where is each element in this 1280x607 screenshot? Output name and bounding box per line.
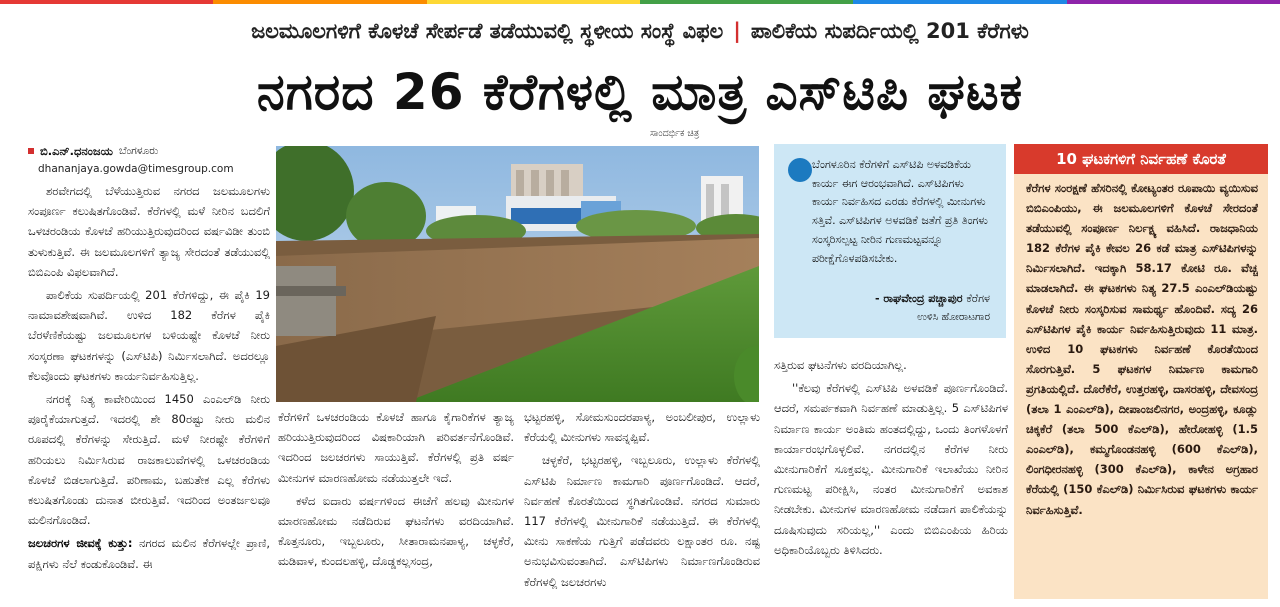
- rule-segment: [427, 0, 640, 4]
- headline: ನಗರದ 26 ಕೆರೆಗಳಲ್ಲಿ ಮಾತ್ರ ಎಸ್‌ಟಿಪಿ ಘಟಕ: [256, 62, 1024, 121]
- paragraph: ಚಳ್ಳಕೆರೆ, ಭಟ್ಟರಹಳ್ಳಿ, ಇಬ್ಬಲೂರು, ಉಲ್ಲಾಳು ಕೆರೆಗಳಲ್ಲಿ ಎಸ್‌ಟಿಪಿ ನಿರ್ಮಾಣ ಕಾಮಗಾರಿ ಪೂರ್ಣಗೊಂಡಿದೆ. ಆದರೆ, ನಿರ್ವಹಣೆ ಕೊರತೆಯಿಂದ ಸ್ಥಗಿತಗೊಂಡಿವೆ. ನಗರದ ಸುಮಾರು 117 ಕೆರೆಗಳಲ್ಲಿ ಮೀನುಗಾರಿಕೆ ನಡೆಯುತ್ತಿದೆ. ಈ ಕೆರೆಗಳಲ್ಲಿ ಮೀನು ಸಾಕಣೆಯ ಗುತ್ತಿಗೆ ಪಡೆದವರು ಲಕ್ಷಾಂತರ ರೂ. ನಷ್ಟ ಅನುಭವಿಸುವಂತಾಗಿದೆ. ಎಸ್‌ಟಿಪಿಗಳು ನಿರ್ಮಾಣಗೊಂಡಿರುವ ಕೆರೆಗಳಲ್ಲಿ ಜಲಚರಗಳು: [524, 453, 760, 589]
- kicker-right: ಪಾಲಿಕೆಯ ಸುಪರ್ದಿಯಲ್ಲಿ 201 ಕೆರೆಗಳು: [750, 18, 1029, 43]
- paragraph: ಪಾಲಿಕೆಯ ಸುಪರ್ದಿಯಲ್ಲಿ 201 ಕೆರೆಗಳಿದ್ದು, ಈ ಪೈಕಿ 19 ನಾಮಾವಶೇಷವಾಗಿವೆ. ಉಳಿದ 182 ಕೆರೆಗಳ ಪೈಕಿ ಬೆರಳೆಣಿಕೆಯಷ್ಟು ಜಲಮೂಲಗಳ ಬಳಿಯಷ್ಟೇ ಕೊಳಚೆ ನೀರು ಸಂಸ್ಕರಣಾ ಘಟಕಗಳನ್ನು (ಎಸ್‌ಟಿಪಿ) ನಿರ್ಮಿಸಲಾಗಿದೆ. ಅದರಲ್ಲೂ ಕೆಲವೊಂದು ಘಟಕಗಳು ಕಾರ್ಯನಿರ್ವಹಿಸುತ್ತಿಲ್ಲ.: [28, 288, 270, 383]
- lake-photo: [276, 146, 759, 402]
- sidebar-box: [1014, 144, 1268, 599]
- article-column-4: [774, 355, 1008, 605]
- byline-email[interactable]: dhananjaya.gowda@timesgroup.com: [38, 163, 234, 175]
- paragraph-text: ನಗರದ ಮಲಿನ ಕೆರೆಗಳಲ್ಲೇ ಪ್ರಾಣಿ, ಪಕ್ಷಿಗಳು ನೆಲೆ ಕಂಡುಕೊಂಡಿವೆ. ಈ: [28, 536, 270, 571]
- photo-credit: ಸಾಂದರ್ಭಿಕ ಚಿತ್ರ: [650, 128, 700, 139]
- sidebar-title: 10 ಘಟಕಗಳಿಗೆ ನಿರ್ವಹಣೆ ಕೊರತೆ: [1014, 144, 1268, 174]
- paragraph: ಭಟ್ಟರಹಳ್ಳಿ, ಸೋಮಸುಂದರಪಾಳ್ಯ, ಅಂಬಲೀಪುರ, ಉಲ್ಲಾಳು ಕೆರೆಯಲ್ಲಿ ಮೀನುಗಳು ಸಾವನ್ನಪ್ಪಿವೆ.: [524, 410, 760, 445]
- paragraph: ಕೆರೆಗಳಿಗೆ ಒಳಚರಂಡಿಯ ಕೊಳಚೆ ಹಾಗೂ ಕೈಗಾರಿಕೆಗಳ ತ್ಯಾಜ್ಯ ಹರಿಯುತ್ತಿರುವುದರಿಂದ ವಿಷಕಾರಿಯಾಗಿ ಪರಿವರ್ತನೆಗೊಂಡಿವೆ. ಇದರಿಂದ ಜಲಚರಗಳು ಸಾಯುತ್ತಿವೆ. ಕೆರೆಗಳಲ್ಲಿ ಪ್ರತಿ ವರ್ಷ ಮೀನುಗಳ ಮಾರಣಹೋಮ ನಡೆಯುತ್ತಲೇ ಇದೆ.: [278, 410, 514, 485]
- byline: [28, 141, 268, 161]
- article-column-2: [278, 407, 514, 605]
- quote-drop-icon: [788, 158, 812, 182]
- kicker-line: [0, 14, 1280, 48]
- paragraph: ''ಕೆಲವು ಕೆರೆಗಳಲ್ಲಿ ಎಸ್‌ಟಿಪಿ ಅಳವಡಿಕೆ ಪೂರ್ಣಗೊಂಡಿದೆ. ಆದರೆ, ಸಮರ್ಪಕವಾಗಿ ನಿರ್ವಹಣೆ ಮಾಡುತ್ತಿಲ್ಲ. 5 ಎಸ್‌ಟಿಪಿಗಳ ನಿರ್ಮಾಣ ಕಾರ್ಯ ಅಂತಿಮ ಹಂತದಲ್ಲಿದ್ದು, ಒಂದು ತಿಂಗಳೊಳಗೆ ಕಾರ್ಯಾರಂಭಗೊಳ್ಳಲಿವೆ. ನಗರದಲ್ಲಿನ ಕೆರೆಗಳ ನೀರು ಮೀನುಗಾರಿಕೆಗೆ ಸೂಕ್ತವಲ್ಲ. ಮೀನುಗಾರಿಕೆ ಇಲಾಖೆಯು ನೀರಿನ ಗುಣಮಟ್ಟ ಪರೀಕ್ಷಿಸಿ, ನಂತರ ಮೀನುಗಾರಿಕೆಗೆ ಅವಕಾಶ ನೀಡಬೇಕು. ಮೀನುಗಳ ಮಾರಣಹೋಮ ನಡೆದಾಗ ಪಾಲಿಕೆಯನ್ನು ದೂಷಿಸುವುದು ಸರಿಯಲ್ಲ,'' ಎಂದು ಬಿಬಿಎಂಪಿಯ ಹಿರಿಯ ಅಧಿಕಾರಿಯೊಬ್ಬರು ತಿಳಿಸಿದರು.: [774, 381, 1008, 557]
- rule-segment: [640, 0, 853, 4]
- paragraph: ಶರವೇಗದಲ್ಲಿ ಬೆಳೆಯುತ್ತಿರುವ ನಗರದ ಜಲಮೂಲಗಳು ಸಂಪೂರ್ಣ ಕಲುಷಿತಗೊಂಡಿವೆ. ಕೆರೆಗಳಲ್ಲಿ ಮಳೆ ನೀರಿನ ಬದಲಿಗೆ ಒಳಚರಂಡಿಯ ಕೊಳಚೆ ಹರಿಯುತ್ತಿರುವುದರಿಂದ ವರ್ಷವಿಡೀ ತುಂಬಿ ತುಳುಕುತ್ತಿವೆ. ಈ ಜಲಮೂಲಗಳಿಗೆ ತ್ಯಾಜ್ಯ ಸೇರದಂತೆ ತಡೆಯುವಲ್ಲಿ ಬಿಬಿಎಂಪಿ ವಿಫಲವಾಗಿದೆ.: [28, 184, 270, 279]
- article-column-1: [28, 181, 270, 605]
- rule-segment: [1067, 0, 1280, 4]
- rule-segment: [853, 0, 1066, 4]
- quote-author: - ರಾಘವೇಂದ್ರ ಪಚ್ಚಾಪುರ: [874, 292, 963, 305]
- top-color-rule: [0, 0, 1280, 4]
- paragraph: [28, 533, 270, 573]
- rule-segment: [213, 0, 426, 4]
- byline-author: ಬಿ.ಎನ್.ಧನಂಜಯ: [40, 143, 113, 158]
- byline-bullet-icon: [28, 148, 34, 154]
- quote-box: [774, 144, 1006, 338]
- paragraph: ನಗರಕ್ಕೆ ನಿತ್ಯ ಕಾವೇರಿಯಿಂದ 1450 ಎಂಎಲ್‌ಡಿ ನೀರು ಪೂರೈಕೆಯಾಗುತ್ತದೆ. ಇದರಲ್ಲಿ ಶೇ 80ರಷ್ಟು ನೀರು ಮಲಿನ ರೂಪದಲ್ಲಿ ಕೆರೆಗಳನ್ನು ಸೇರುತ್ತಿದೆ. ಮಳೆ ನೀರಷ್ಟೇ ಕೆರೆಗಳಿಗೆ ಹರಿಯಲು ನಿರ್ಮಿಸಿರುವ ರಾಜಕಾಲುವೆಗಳಲ್ಲಿ ಒಳಚರಂಡಿಯ ಕೊಳಚೆ ಬಿಡಲಾಗುತ್ತಿದೆ. ಪರಿಣಾಮ, ಬಹುತೇಕ ಎಲ್ಲ ಕೆರೆಗಳು ಕಲುಷಿತಗೊಂಡು ದುನಾತ ಬೀರುತ್ತಿವೆ. ಇದರಿಂದ ಅಂತರ್ಜಲವೂ ಮಲಿನಗೊಂಡಿದೆ.: [28, 392, 270, 528]
- kicker-separator: |: [733, 19, 741, 43]
- quote-author-line: [875, 292, 990, 306]
- quote-text: ಬೆಂಗಳೂರಿನ ಕೆರೆಗಳಿಗೆ ಎಸ್‌ಟಿಪಿ ಅಳವಡಿಕೆಯ ಕಾರ್ಯ ಈಗ ಆರಂಭವಾಗಿದೆ. ಎಸ್‌ಟಿಪಿಗಳು ಕಾರ್ಯ ನಿರ್ವಹಿಸದ ಎರಡು ಕೆರೆಗಳಲ್ಲಿ ಮೀನುಗಳು ಸತ್ತಿವೆ. ಎಸ್‌ಟಿಪಿಗಳ ಅಳವಡಿಕೆ ಜತೆಗೆ ಪ್ರತಿ ತಿಂಗಳು ಸಂಸ್ಕರಿಸಲ್ಪಟ್ಟ ನೀರಿನ ಗುಣಮಟ್ಟವನ್ನೂ ಪರೀಕ್ಷೆಗೊಳಪಡಿಸಬೇಕು.: [812, 158, 988, 265]
- paragraph: ಕಳೆದ ಐದಾರು ವರ್ಷಗಳಿಂದ ಈಚೆಗೆ ಹಲವು ಮೀನುಗಳ ಮಾರಣಹೋಮ ನಡೆದಿರುವ ಘಟನೆಗಳು ವರದಿಯಾಗಿವೆ. ಕೊತ್ತನೂರು, ಇಬ್ಬಲೂರು, ಸೀತಾರಾಮನಪಾಳ್ಯ, ಚಳ್ಳಕೆರೆ, ಮಡಿವಾಳ, ಕುಂದಲಹಳ್ಳಿ, ದೊಡ್ಡಕಲ್ಲಸಂದ್ರ,: [278, 493, 514, 569]
- lake-photo-illustration: [276, 146, 759, 402]
- article-column-3: [524, 407, 760, 605]
- quote-author-role: ಉಳಿಸಿ ಹೋರಾಟಗಾರ: [917, 311, 990, 323]
- kicker-left: ಜಲಮೂಲಗಳಿಗೆ ಕೊಳಚೆ ಸೇರ್ಪಡೆ ತಡೆಯುವಲ್ಲಿ ಸ್ಥಳೀಯ ಸಂಸ್ಥೆ ವಿಫಲ: [251, 18, 724, 43]
- subheading: ಜಲಚರಗಳ ಜೀವಕ್ಕೆ ಕುತ್ತು:: [28, 536, 133, 551]
- paragraph: ಸತ್ತಿರುವ ಘಟನೆಗಳು ವರದಿಯಾಗಿಲ್ಲ.: [774, 358, 907, 372]
- sidebar-body: ಕೆರೆಗಳ ಸಂರಕ್ಷಣೆ ಹೆಸರಿನಲ್ಲಿ ಕೋಟ್ಯಂತರ ರೂಪಾಯಿ ವ್ಯಯಿಸುವ ಬಿಬಿಎಂಪಿಯು, ಈ ಜಲಮೂಲಗಳಿಗೆ ಕೊಳಚೆ ಸೇರದಂತೆ ತಡೆಯುವಲ್ಲಿ ಸಂಪೂರ್ಣ ನಿರ್ಲಕ್ಷ್ಯ ವಹಿಸಿದೆ. ರಾಜಧಾನಿಯ 182 ಕೆರೆಗಳ ಪೈಕಿ ಕೇವಲ 26 ಕಡೆ ಮಾತ್ರ ಎಸ್‌ಟಿಪಿಗಳನ್ನು ನಿರ್ಮಿಸಲಾಗಿದೆ. ಇದಕ್ಕಾಗಿ 58.17 ಕೋಟಿ ರೂ. ವೆಚ್ಚ ಮಾಡಲಾಗಿದೆ. ಈ ಘಟಕಗಳು ನಿತ್ಯ 27.5 ಎಂಎಲ್‌ಡಿಯಷ್ಟು ಕೊಳಚೆ ನೀರು ಸಂಸ್ಕರಿಸುವ ಸಾಮರ್ಥ್ಯ ಹೊಂದಿವೆ. ಸದ್ಯ 26 ಎಸ್‌ಟಿಪಿಗಳ ಪೈಕಿ ಕಾರ್ಯ ನಿರ್ವಹಿಸುತ್ತಿರುವುದು 11 ಮಾತ್ರ. ಉಳಿದ 10 ಘಟಕಗಳು ನಿರ್ವಹಣೆ ಕೊರತೆಯಿಂದ ಸೊರಗುತ್ತಿವೆ. 5 ಘಟಕಗಳ ನಿರ್ಮಾಣ ಕಾಮಗಾರಿ ಪ್ರಗತಿಯಲ್ಲಿದೆ. ದೊರೆಕೆರೆ, ಉತ್ತರಹಳ್ಳಿ, ದಾಸರಹಳ್ಳಿ, ದೇವಸಂದ್ರ (ತಲಾ 1 ಎಂಎಲ್‌ಡಿ), ದೀಪಾಂಜಲಿನಗರ, ಅಂದ್ರಹಳ್ಳಿ, ಕೂಡ್ಲು ಚಿಕ್ಕಕೆರೆ (ತಲಾ 500 ಕೆಎಲ್‌ಡಿ), ಹೇರೋಹಳ್ಳಿ (1.5 ಎಂಎಲ್‌ಡಿ), ಕಮ್ಮಗೊಂಡನಹಳ್ಳಿ (600 ಕೆಎಲ್‌ಡಿ), ಲಿಂಗಧೀರನಹಳ್ಳಿ (300 ಕೆಎಲ್‌ಡಿ), ಕಾಳೇನ ಅಗ್ರಹಾರ ಕೆರೆಯಲ್ಲಿ (150 ಕೆಎಲ್‌ಡಿ) ನಿರ್ಮಿಸಿರುವ ಘಟಕಗಳು ಕಾರ್ಯ ನಿರ್ವಹಿಸುತ್ತಿವೆ.: [1026, 181, 1258, 517]
- quote-author-suffix: ಕೆರೆಗಳ: [966, 292, 990, 305]
- byline-location: ಬೆಂಗಳೂರು: [118, 144, 159, 157]
- rule-segment: [0, 0, 213, 4]
